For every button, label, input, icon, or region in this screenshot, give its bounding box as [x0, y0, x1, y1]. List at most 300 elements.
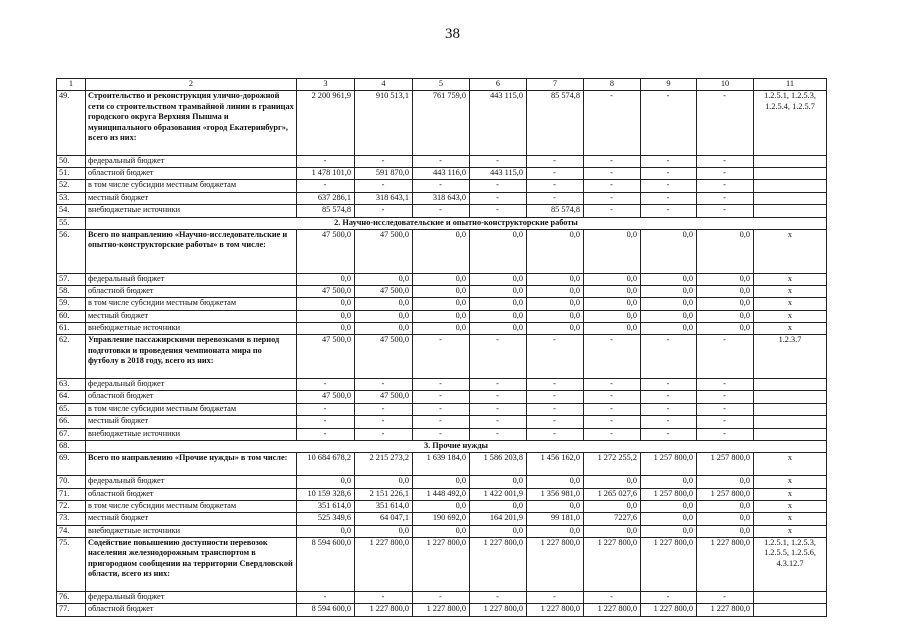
value-cell: - [413, 416, 470, 428]
table-row [57, 273, 827, 285]
value-cell: - [527, 155, 584, 167]
reference-cell: х [754, 323, 827, 335]
value-cell: 0,0 [413, 298, 470, 310]
row-number: 58. [57, 285, 86, 297]
value-cell: 0,0 [584, 273, 641, 285]
value-cell: - [641, 428, 697, 440]
value-cell: 64 047,1 [355, 513, 413, 525]
value-cell: 190 692,0 [413, 513, 470, 525]
value-cell: 1 356 981,0 [527, 488, 584, 500]
value-cell: 10 159 328,6 [297, 488, 355, 500]
table-row [57, 180, 827, 192]
value-cell: 0,0 [470, 500, 527, 512]
reference-cell [754, 403, 827, 415]
value-cell: 1 257 800,0 [641, 488, 697, 500]
table-row [57, 513, 827, 525]
column-header: 10 [697, 79, 754, 91]
row-label: Содействие повышению доступности перевозок населения железнодорожным транспортом в пригородном сообщении на территории Свердловской области, всего из них: [86, 538, 297, 592]
row-label: в том числе субсидии местным бюджетам [86, 500, 297, 512]
value-cell: 85 574,8 [527, 205, 584, 217]
reference-cell [754, 391, 827, 403]
value-cell: 85 574,8 [527, 91, 584, 155]
value-cell: 7227,6 [584, 513, 641, 525]
value-cell: 1 272 255,2 [584, 453, 641, 476]
value-cell: 8 594 600,0 [297, 538, 355, 592]
table-row [57, 453, 827, 476]
value-cell: 1 227 800,0 [355, 538, 413, 592]
reference-cell: 1.2.5.1, 1.2.5.3, 1.2.5.5, 1.2.5.6, 4.3.12.7 [754, 538, 827, 592]
value-cell: 47 500,0 [297, 229, 355, 273]
row-label: федеральный бюджет [86, 155, 297, 167]
value-cell: - [584, 403, 641, 415]
value-cell: - [297, 592, 355, 604]
value-cell: - [641, 592, 697, 604]
table-row [57, 416, 827, 428]
value-cell: - [527, 168, 584, 180]
value-cell: 0,0 [470, 323, 527, 335]
reference-cell: х [754, 488, 827, 500]
value-cell: 0,0 [527, 323, 584, 335]
value-cell: 0,0 [413, 476, 470, 488]
section-title: 2. Научно-исследовательские и опытно-конструкторские работы [86, 217, 827, 229]
row-number: 56. [57, 229, 86, 273]
value-cell: 47 500,0 [355, 391, 413, 403]
value-cell: - [697, 428, 754, 440]
value-cell: 0,0 [470, 273, 527, 285]
value-cell: - [527, 403, 584, 415]
table-row [57, 155, 827, 167]
value-cell: - [413, 379, 470, 391]
value-cell: 0,0 [527, 525, 584, 537]
value-cell: - [697, 379, 754, 391]
reference-cell: х [754, 500, 827, 512]
row-label: федеральный бюджет [86, 379, 297, 391]
value-cell: 0,0 [413, 500, 470, 512]
row-number: 76. [57, 592, 86, 604]
row-number: 70. [57, 476, 86, 488]
value-cell: 0,0 [697, 500, 754, 512]
value-cell: 0,0 [584, 285, 641, 297]
value-cell: - [697, 403, 754, 415]
value-cell: 1 227 800,0 [413, 604, 470, 616]
value-cell: 0,0 [641, 323, 697, 335]
reference-cell: х [754, 476, 827, 488]
value-cell: 2 200 961,9 [297, 91, 355, 155]
row-label: в том числе субсидии местным бюджетам [86, 403, 297, 415]
row-number: 69. [57, 453, 86, 476]
value-cell: - [697, 391, 754, 403]
row-number: 67. [57, 428, 86, 440]
value-cell: 761 759,0 [413, 91, 470, 155]
reference-cell: 1.2.3.7 [754, 335, 827, 379]
value-cell: - [297, 416, 355, 428]
value-cell: 0,0 [413, 323, 470, 335]
value-cell: - [697, 168, 754, 180]
reference-cell: х [754, 310, 827, 322]
row-number: 54. [57, 205, 86, 217]
value-cell: - [527, 416, 584, 428]
row-number: 53. [57, 192, 86, 204]
value-cell: 0,0 [297, 525, 355, 537]
table-row [57, 500, 827, 512]
row-label: областной бюджет [86, 285, 297, 297]
value-cell: - [584, 391, 641, 403]
reference-cell: х [754, 513, 827, 525]
column-header: 1 [57, 79, 86, 91]
value-cell: 0,0 [641, 273, 697, 285]
table-row [57, 538, 827, 592]
row-number: 75. [57, 538, 86, 592]
column-header: 2 [86, 79, 297, 91]
row-number: 59. [57, 298, 86, 310]
value-cell: 910 513,1 [355, 91, 413, 155]
value-cell: - [697, 205, 754, 217]
value-cell: - [470, 180, 527, 192]
table-row [57, 476, 827, 488]
value-cell: 351 614,0 [297, 500, 355, 512]
table-row [57, 379, 827, 391]
value-cell: 47 500,0 [355, 285, 413, 297]
row-label: Всего по направлению «Научно-исследовательские и опытно-конструкторские работы» в том числе: [86, 229, 297, 273]
row-label: местный бюджет [86, 416, 297, 428]
value-cell: 47 500,0 [355, 229, 413, 273]
value-cell: - [355, 592, 413, 604]
value-cell: - [527, 379, 584, 391]
value-cell: 0,0 [641, 310, 697, 322]
value-cell: - [355, 379, 413, 391]
value-cell: 0,0 [470, 525, 527, 537]
value-cell: 0,0 [584, 323, 641, 335]
table-row [57, 205, 827, 217]
section-title: 3. Прочие нужды [86, 441, 827, 453]
value-cell: 0,0 [355, 298, 413, 310]
value-cell: - [641, 205, 697, 217]
reference-cell: х [754, 285, 827, 297]
value-cell: - [641, 403, 697, 415]
value-cell: - [413, 205, 470, 217]
value-cell: 0,0 [584, 310, 641, 322]
value-cell: - [470, 428, 527, 440]
row-number: 71. [57, 488, 86, 500]
value-cell: 47 500,0 [355, 335, 413, 379]
value-cell: 2 151 226,1 [355, 488, 413, 500]
value-cell: 443 115,0 [470, 168, 527, 180]
value-cell: 0,0 [413, 285, 470, 297]
value-cell: 0,0 [470, 285, 527, 297]
value-cell: - [527, 192, 584, 204]
value-cell: - [355, 205, 413, 217]
row-label: областной бюджет [86, 168, 297, 180]
row-number: 55. [57, 217, 86, 229]
column-header: 4 [355, 79, 413, 91]
reference-cell [754, 428, 827, 440]
value-cell: 0,0 [697, 298, 754, 310]
value-cell: - [641, 180, 697, 192]
value-cell: - [470, 192, 527, 204]
value-cell: 0,0 [641, 285, 697, 297]
row-label: Строительство и реконструкция улично-дорожной сети со строительством трамвайной линии в границах городского округа Верхняя Пышма и муниципального образования «город Екатеринбург», всего из них: [86, 91, 297, 155]
reference-cell [754, 604, 827, 616]
table-row [57, 335, 827, 379]
value-cell: 0,0 [527, 285, 584, 297]
value-cell: 0,0 [470, 476, 527, 488]
value-cell: 0,0 [527, 273, 584, 285]
row-label: областной бюджет [86, 604, 297, 616]
table-row [57, 592, 827, 604]
value-cell: 1 227 800,0 [641, 604, 697, 616]
value-cell: - [584, 379, 641, 391]
value-cell: - [297, 155, 355, 167]
value-cell: 164 201,9 [470, 513, 527, 525]
value-cell: 1 227 800,0 [697, 538, 754, 592]
row-number: 49. [57, 91, 86, 155]
value-cell: - [584, 592, 641, 604]
reference-cell [754, 168, 827, 180]
column-header: 3 [297, 79, 355, 91]
value-cell: 0,0 [355, 310, 413, 322]
row-label: внебюджетные источники [86, 525, 297, 537]
row-label: областной бюджет [86, 488, 297, 500]
value-cell: 0,0 [584, 229, 641, 273]
value-cell: - [584, 192, 641, 204]
value-cell: 0,0 [413, 525, 470, 537]
row-number: 63. [57, 379, 86, 391]
table-row [57, 323, 827, 335]
value-cell: - [297, 379, 355, 391]
value-cell: - [413, 428, 470, 440]
value-cell: 1 227 800,0 [470, 604, 527, 616]
row-label: внебюджетные источники [86, 428, 297, 440]
value-cell: - [355, 416, 413, 428]
value-cell: 0,0 [527, 310, 584, 322]
value-cell: 0,0 [697, 476, 754, 488]
value-cell: 0,0 [355, 476, 413, 488]
value-cell: - [641, 91, 697, 155]
row-label: внебюджетные источники [86, 323, 297, 335]
row-number: 52. [57, 180, 86, 192]
value-cell: 0,0 [297, 273, 355, 285]
value-cell: - [355, 155, 413, 167]
value-cell: - [413, 592, 470, 604]
row-label: федеральный бюджет [86, 592, 297, 604]
value-cell: 0,0 [413, 273, 470, 285]
value-cell: - [527, 592, 584, 604]
value-cell: 0,0 [470, 310, 527, 322]
value-cell: 1 257 800,0 [697, 488, 754, 500]
value-cell: 0,0 [297, 310, 355, 322]
page-number: 38 [445, 26, 460, 42]
value-cell: 1 227 800,0 [584, 538, 641, 592]
table-row [57, 428, 827, 440]
value-cell: 0,0 [297, 476, 355, 488]
value-cell: - [470, 379, 527, 391]
value-cell: - [697, 155, 754, 167]
row-label: местный бюджет [86, 310, 297, 322]
row-number: 50. [57, 155, 86, 167]
value-cell: - [641, 155, 697, 167]
column-header: 7 [527, 79, 584, 91]
reference-cell [754, 192, 827, 204]
column-header: 9 [641, 79, 697, 91]
value-cell: - [413, 180, 470, 192]
value-cell: 0,0 [697, 229, 754, 273]
value-cell: 1 257 800,0 [641, 453, 697, 476]
table-row [57, 310, 827, 322]
value-cell: 8 594 600,0 [297, 604, 355, 616]
value-cell: 0,0 [527, 476, 584, 488]
value-cell: - [470, 391, 527, 403]
reference-cell [754, 379, 827, 391]
value-cell: 0,0 [355, 525, 413, 537]
row-label: местный бюджет [86, 513, 297, 525]
value-cell: 1 227 800,0 [470, 538, 527, 592]
value-cell: 10 684 678,2 [297, 453, 355, 476]
value-cell: 1 478 101,0 [297, 168, 355, 180]
value-cell: 637 286,1 [297, 192, 355, 204]
table-row [57, 91, 827, 155]
value-cell: - [470, 416, 527, 428]
value-cell: - [584, 180, 641, 192]
value-cell: - [527, 391, 584, 403]
row-number: 51. [57, 168, 86, 180]
value-cell: 318 643,1 [355, 192, 413, 204]
value-cell: - [297, 428, 355, 440]
value-cell: 0,0 [697, 273, 754, 285]
value-cell: - [641, 416, 697, 428]
row-number: 72. [57, 500, 86, 512]
value-cell: 0,0 [641, 476, 697, 488]
value-cell: 1 227 800,0 [355, 604, 413, 616]
value-cell: 1 422 001,9 [470, 488, 527, 500]
table-row [57, 604, 827, 616]
value-cell: 0,0 [584, 500, 641, 512]
value-cell: 1 456 162,0 [527, 453, 584, 476]
value-cell: - [355, 403, 413, 415]
value-cell: 0,0 [297, 323, 355, 335]
row-number: 74. [57, 525, 86, 537]
row-number: 60. [57, 310, 86, 322]
value-cell: - [297, 403, 355, 415]
row-number: 64. [57, 391, 86, 403]
value-cell: 0,0 [527, 229, 584, 273]
value-cell: 1 227 800,0 [413, 538, 470, 592]
row-label: федеральный бюджет [86, 273, 297, 285]
value-cell: 47 500,0 [297, 285, 355, 297]
column-header: 5 [413, 79, 470, 91]
value-cell: 0,0 [641, 525, 697, 537]
table-row [57, 391, 827, 403]
value-cell: - [355, 428, 413, 440]
value-cell: - [641, 192, 697, 204]
table-body [57, 79, 827, 617]
row-label: в том числе субсидии местным бюджетам [86, 298, 297, 310]
value-cell: 0,0 [641, 229, 697, 273]
row-label: Управление пассажирскими перевозками в период подготовки и проведения чемпионата мира по футболу в 2018 году, всего из них: [86, 335, 297, 379]
value-cell: - [584, 155, 641, 167]
row-number: 61. [57, 323, 86, 335]
reference-cell: х [754, 229, 827, 273]
value-cell: 0,0 [641, 513, 697, 525]
value-cell: - [470, 155, 527, 167]
value-cell: - [297, 180, 355, 192]
value-cell: 47 500,0 [297, 391, 355, 403]
row-label: областной бюджет [86, 391, 297, 403]
value-cell: - [584, 428, 641, 440]
value-cell: 0,0 [355, 273, 413, 285]
table-row [57, 285, 827, 297]
table-row [57, 488, 827, 500]
value-cell: - [413, 403, 470, 415]
row-number: 77. [57, 604, 86, 616]
row-label: Всего по направлению «Прочие нужды» в том числе: [86, 453, 297, 476]
value-cell: 525 349,6 [297, 513, 355, 525]
row-number: 73. [57, 513, 86, 525]
value-cell: - [413, 391, 470, 403]
value-cell: 0,0 [355, 323, 413, 335]
row-number: 62. [57, 335, 86, 379]
reference-cell: х [754, 525, 827, 537]
value-cell: - [355, 180, 413, 192]
value-cell: - [697, 192, 754, 204]
row-number: 66. [57, 416, 86, 428]
value-cell: 47 500,0 [297, 335, 355, 379]
value-cell: - [641, 391, 697, 403]
value-cell: - [584, 416, 641, 428]
reference-cell: х [754, 273, 827, 285]
value-cell: 1 586 203,8 [470, 453, 527, 476]
row-number: 57. [57, 273, 86, 285]
value-cell: 0,0 [413, 229, 470, 273]
value-cell: 1 265 027,6 [584, 488, 641, 500]
value-cell: 99 181,0 [527, 513, 584, 525]
value-cell: - [697, 91, 754, 155]
reference-cell: х [754, 298, 827, 310]
table-row [57, 192, 827, 204]
value-cell: - [697, 592, 754, 604]
value-cell: 0,0 [470, 298, 527, 310]
row-number: 65. [57, 403, 86, 415]
value-cell: - [470, 335, 527, 379]
table-row [57, 403, 827, 415]
value-cell: - [697, 180, 754, 192]
value-cell: - [641, 168, 697, 180]
value-cell: 0,0 [697, 513, 754, 525]
reference-cell [754, 155, 827, 167]
value-cell: 0,0 [697, 285, 754, 297]
value-cell: 1 227 800,0 [697, 604, 754, 616]
value-cell: 1 227 800,0 [641, 538, 697, 592]
value-cell: - [470, 205, 527, 217]
value-cell: - [697, 335, 754, 379]
table-row [57, 229, 827, 273]
value-cell: 0,0 [697, 323, 754, 335]
value-cell: 1 227 800,0 [527, 538, 584, 592]
value-cell: 0,0 [470, 229, 527, 273]
reference-cell [754, 205, 827, 217]
value-cell: 0,0 [584, 476, 641, 488]
column-header: 8 [584, 79, 641, 91]
column-header: 11 [754, 79, 827, 91]
value-cell: 1 639 184,0 [413, 453, 470, 476]
value-cell: 443 115,0 [470, 91, 527, 155]
value-cell: - [584, 335, 641, 379]
reference-cell [754, 592, 827, 604]
value-cell: - [641, 379, 697, 391]
header-row [57, 79, 827, 91]
value-cell: 0,0 [297, 298, 355, 310]
column-header: 6 [470, 79, 527, 91]
section-row [57, 441, 827, 453]
